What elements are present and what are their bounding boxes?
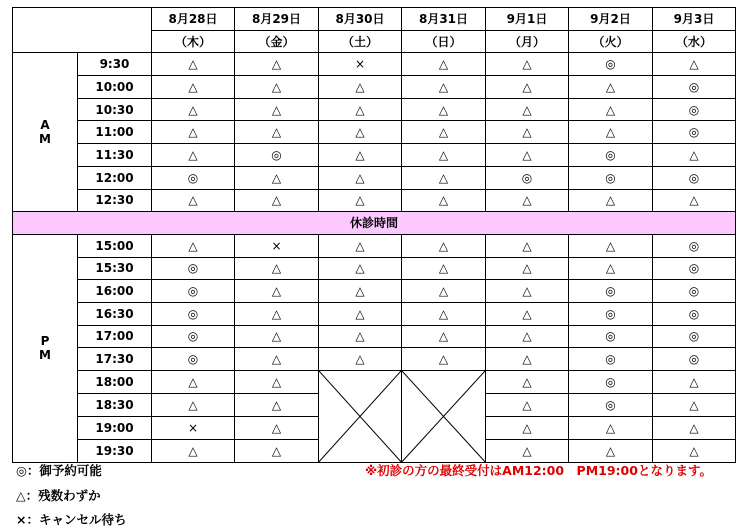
availability-cell: △: [235, 371, 319, 394]
availability-cell: ◎: [653, 234, 736, 257]
availability-cell: ◎: [152, 280, 235, 303]
availability-cell: △: [152, 53, 235, 76]
availability-cell: △: [569, 189, 653, 212]
availability-cell: △: [402, 257, 486, 280]
availability-cell: △: [235, 76, 319, 99]
closed-cross-mark: [402, 371, 485, 462]
legend-waitlist: ×：キャンセル待ち: [16, 512, 127, 527]
availability-cell: ◎: [653, 348, 736, 371]
availability-cell: △: [319, 234, 402, 257]
weekday-header: （火）: [569, 30, 653, 53]
availability-cell: △: [402, 76, 486, 99]
availability-cell: △: [235, 348, 319, 371]
availability-cell: ◎: [653, 257, 736, 280]
availability-cell: △: [235, 416, 319, 439]
availability-cell: △: [235, 257, 319, 280]
time-slot-row: [13, 76, 736, 99]
availability-cell: △: [486, 53, 569, 76]
availability-cell: △: [319, 302, 402, 325]
availability-cell: ◎: [569, 348, 653, 371]
availability-cell: △: [569, 76, 653, 99]
availability-cell: ◎: [653, 98, 736, 121]
time-slot-row: [13, 144, 736, 167]
availability-cell: △: [653, 439, 736, 462]
time-slot-row: [13, 257, 736, 280]
time-label: 10:00: [78, 76, 152, 99]
time-label: 12:00: [78, 166, 152, 189]
availability-cell: △: [486, 439, 569, 462]
availability-cell: △: [152, 121, 235, 144]
time-label: 9:30: [78, 53, 152, 76]
availability-cell: △: [152, 439, 235, 462]
availability-cell: △: [152, 234, 235, 257]
availability-cell: △: [235, 189, 319, 212]
availability-cell: △: [235, 280, 319, 303]
availability-cell: △: [319, 280, 402, 303]
availability-cell: △: [653, 53, 736, 76]
availability-cell: ◎: [152, 325, 235, 348]
pm-label-letter: M: [39, 348, 51, 363]
availability-cell: △: [319, 257, 402, 280]
time-label: 18:30: [78, 393, 152, 416]
availability-cell: ◎: [569, 144, 653, 167]
availability-cell: △: [486, 144, 569, 167]
availability-cell: ◎: [569, 393, 653, 416]
availability-cell: ×: [235, 234, 319, 257]
availability-cell: △: [486, 348, 569, 371]
availability-cell: △: [653, 189, 736, 212]
availability-cell: ◎: [653, 302, 736, 325]
availability-cell: △: [319, 76, 402, 99]
date-header: 9月3日: [653, 8, 736, 31]
availability-cell: △: [319, 325, 402, 348]
availability-cell: △: [653, 371, 736, 394]
am-label-letter: A: [40, 118, 50, 133]
availability-cell: △: [569, 121, 653, 144]
first-visit-note: ※初診の方の最終受付はAM12:00 PM19:00となります。: [365, 463, 712, 478]
time-label: 11:30: [78, 144, 152, 167]
availability-cell: △: [402, 98, 486, 121]
availability-cell: ◎: [152, 166, 235, 189]
time-slot-row: [13, 166, 736, 189]
availability-cell: △: [486, 189, 569, 212]
time-label: 12:30: [78, 189, 152, 212]
availability-cell: △: [319, 144, 402, 167]
availability-cell: △: [486, 121, 569, 144]
time-slot-row: [13, 53, 736, 76]
closed-cross-mark: [319, 371, 401, 462]
availability-cell: △: [486, 234, 569, 257]
availability-cell: △: [486, 257, 569, 280]
closed-day-cell: [319, 371, 402, 463]
availability-cell: △: [402, 302, 486, 325]
am-label-letter: M: [39, 132, 51, 147]
weekday-header: （月）: [486, 30, 569, 53]
availability-cell: △: [235, 393, 319, 416]
availability-cell: △: [653, 416, 736, 439]
availability-cell: ×: [319, 53, 402, 76]
availability-cell: △: [235, 121, 319, 144]
availability-cell: △: [402, 280, 486, 303]
time-label: 19:00: [78, 416, 152, 439]
availability-cell: △: [235, 53, 319, 76]
availability-cell: △: [486, 280, 569, 303]
availability-cell: △: [569, 98, 653, 121]
availability-cell: △: [152, 189, 235, 212]
availability-cell: △: [235, 166, 319, 189]
break-row: [13, 212, 736, 235]
availability-cell: △: [152, 371, 235, 394]
time-label: 15:00: [78, 234, 152, 257]
availability-cell: ◎: [486, 166, 569, 189]
availability-cell: ◎: [569, 53, 653, 76]
availability-cell: △: [402, 121, 486, 144]
legend-available: ◎：御予約可能: [16, 463, 102, 478]
availability-cell: ◎: [653, 76, 736, 99]
availability-cell: △: [402, 166, 486, 189]
time-label: 11:00: [78, 121, 152, 144]
weekday-header: （日）: [402, 30, 486, 53]
date-header: 9月1日: [486, 8, 569, 31]
availability-cell: △: [402, 53, 486, 76]
availability-cell: △: [653, 393, 736, 416]
availability-cell: △: [319, 166, 402, 189]
time-label: 17:30: [78, 348, 152, 371]
availability-cell: △: [486, 302, 569, 325]
availability-cell: △: [402, 189, 486, 212]
availability-cell: ×: [152, 416, 235, 439]
availability-cell: ◎: [569, 302, 653, 325]
time-label: 18:00: [78, 371, 152, 394]
availability-cell: △: [569, 439, 653, 462]
availability-cell: ◎: [152, 302, 235, 325]
legend-few-left: △：残数わずか: [16, 488, 101, 503]
time-slot-row: [13, 371, 736, 394]
pm-period-label: [13, 234, 78, 462]
date-header: 8月30日: [319, 8, 402, 31]
time-label: 16:30: [78, 302, 152, 325]
availability-cell: ◎: [569, 166, 653, 189]
availability-cell: △: [319, 98, 402, 121]
time-slot-row: [13, 121, 736, 144]
availability-cell: △: [152, 393, 235, 416]
availability-cell: △: [235, 302, 319, 325]
availability-cell: △: [486, 76, 569, 99]
weekday-header: （金）: [235, 30, 319, 53]
availability-cell: △: [152, 144, 235, 167]
availability-cell: ◎: [569, 325, 653, 348]
header-corner: [13, 8, 152, 53]
am-period-label: [13, 53, 78, 212]
availability-cell: △: [569, 416, 653, 439]
availability-cell: ◎: [653, 325, 736, 348]
break-time-label: 休診時間: [13, 212, 736, 235]
date-header: 8月28日: [152, 8, 235, 31]
time-slot-row: [13, 189, 736, 212]
date-header: 9月2日: [569, 8, 653, 31]
time-slot-row: [13, 325, 736, 348]
time-label: 17:00: [78, 325, 152, 348]
date-header: 8月29日: [235, 8, 319, 31]
availability-cell: △: [486, 393, 569, 416]
time-label: 10:30: [78, 98, 152, 121]
time-slot-row: [13, 280, 736, 303]
availability-cell: △: [402, 144, 486, 167]
date-header: 8月31日: [402, 8, 486, 31]
availability-cell: ◎: [653, 166, 736, 189]
availability-cell: ◎: [235, 144, 319, 167]
availability-cell: ◎: [653, 121, 736, 144]
weekday-header: （木）: [152, 30, 235, 53]
availability-cell: ◎: [569, 280, 653, 303]
availability-cell: △: [486, 371, 569, 394]
availability-cell: △: [402, 348, 486, 371]
time-label: 15:30: [78, 257, 152, 280]
availability-cell: △: [402, 234, 486, 257]
time-slot-row: [13, 234, 736, 257]
availability-cell: ◎: [653, 280, 736, 303]
time-label: 19:30: [78, 439, 152, 462]
availability-cell: △: [235, 439, 319, 462]
availability-cell: △: [319, 121, 402, 144]
availability-cell: △: [152, 98, 235, 121]
availability-cell: △: [486, 325, 569, 348]
availability-cell: △: [569, 257, 653, 280]
availability-cell: △: [235, 98, 319, 121]
availability-cell: △: [486, 416, 569, 439]
appointment-schedule-table: [12, 7, 736, 463]
availability-cell: ◎: [569, 371, 653, 394]
time-slot-row: [13, 348, 736, 371]
availability-cell: △: [402, 325, 486, 348]
weekday-header: （土）: [319, 30, 402, 53]
closed-day-cell: [402, 371, 486, 463]
pm-label-letter: P: [40, 334, 50, 349]
availability-cell: △: [319, 348, 402, 371]
availability-cell: △: [152, 76, 235, 99]
time-slot-row: [13, 302, 736, 325]
weekday-header: （水）: [653, 30, 736, 53]
time-label: 16:00: [78, 280, 152, 303]
time-slot-row: [13, 98, 736, 121]
availability-cell: △: [569, 234, 653, 257]
availability-cell: △: [486, 98, 569, 121]
availability-cell: △: [235, 325, 319, 348]
availability-cell: ◎: [152, 348, 235, 371]
availability-cell: ◎: [152, 257, 235, 280]
availability-cell: △: [319, 189, 402, 212]
availability-cell: △: [653, 144, 736, 167]
